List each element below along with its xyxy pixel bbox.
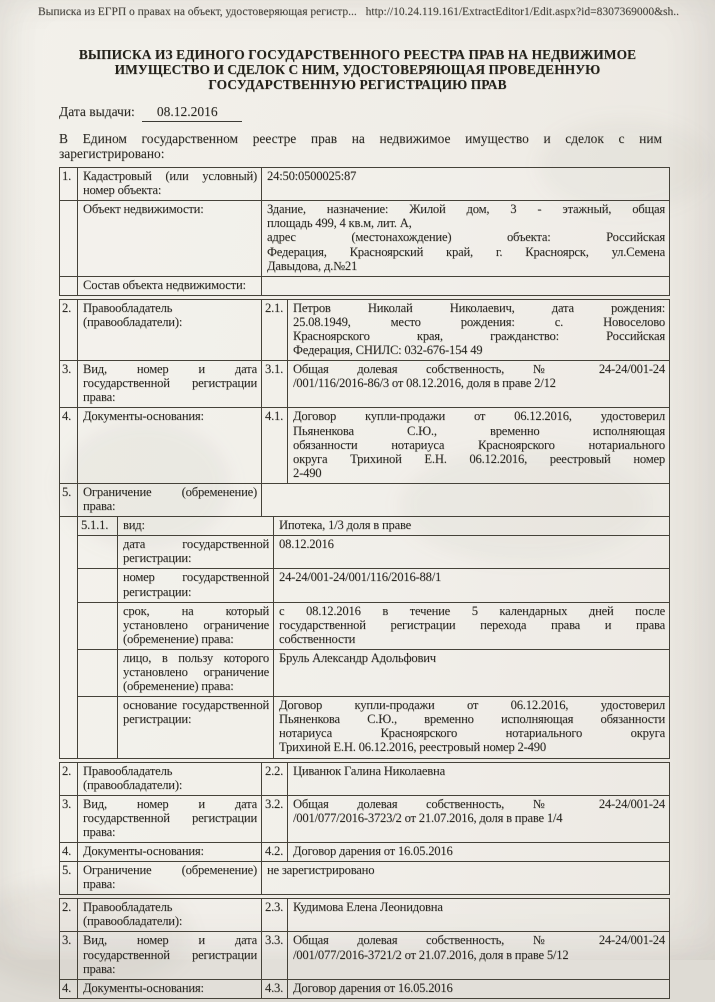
row-subnumber: 2.1. bbox=[261, 300, 287, 360]
row-value: не зарегистрировано bbox=[261, 862, 669, 894]
document-title bbox=[58, 48, 657, 93]
row-subnumber bbox=[78, 697, 117, 757]
row-subnumber bbox=[78, 650, 117, 696]
row-number: 1. bbox=[62, 169, 72, 184]
row-subnumber: 4.1. bbox=[261, 408, 287, 482]
row-subnumber: 5.1.1. bbox=[81, 518, 109, 533]
row-label: Вид, номер и дата государственной регистрации права: bbox=[77, 932, 261, 978]
row-value: Петров Николай Николаевич, дата рождения: 25.08.1949, место рождения: с. Новоселово Красноярского края, гражданство: Российская Федерация, СНИЛС: 032-676-154 49 bbox=[287, 300, 669, 360]
row-number: 2. bbox=[62, 900, 72, 915]
encumbrance-subtable bbox=[60, 516, 669, 757]
row-subnumber: 4.3. bbox=[261, 980, 287, 998]
row-value: 24:50:0500025:87 bbox=[261, 168, 669, 200]
row-value: 08.12.2016 bbox=[273, 536, 669, 568]
number-column-strip bbox=[60, 517, 77, 757]
row-label: дата государственной регистрации: bbox=[117, 536, 273, 568]
row-number: 5. bbox=[62, 484, 72, 499]
table-row bbox=[78, 568, 669, 601]
row-label: Правообладатель (правообладатели): bbox=[77, 763, 261, 795]
row-value: Договор дарения от 16.05.2016 bbox=[287, 980, 669, 998]
row-subnumber: 3.2. bbox=[261, 796, 287, 842]
table-row bbox=[60, 899, 669, 931]
row-subnumber: 2.2. bbox=[261, 763, 287, 795]
row-label: основание государственной регистрации: bbox=[117, 697, 273, 757]
print-header-url: http://10.24.119.161/ExtractEditor1/Edit.aspx?id=8307369000&sh.. bbox=[365, 6, 679, 18]
row-number: 3. bbox=[62, 796, 72, 811]
row-value: Договор дарения от 16.05.2016 bbox=[287, 843, 669, 861]
row-label: срок, на который установлено ограничение (обременение) права: bbox=[117, 603, 273, 649]
row-label: Ограничение (обременение) права: bbox=[77, 484, 261, 516]
row-label: Документы-основания: bbox=[77, 843, 261, 861]
row-subnumber: 3.3. bbox=[261, 932, 287, 978]
row-value: Общая долевая собственность, № 24-24/001-24 /001/116/2016-86/3 от 08.12.2016, доля в праве 2/12 bbox=[287, 361, 669, 407]
table-row bbox=[60, 483, 669, 516]
row-number: 3. bbox=[62, 362, 72, 377]
row-value: с 08.12.2016 в течение 5 календарных дней после государственной регистрации перехода права и права собственности bbox=[273, 603, 669, 649]
table-row bbox=[60, 360, 669, 407]
intro-paragraph: В Едином государственном реестре прав на недвижимое имущество и сделок с ним зарегистрировано: bbox=[59, 130, 662, 162]
row-value: 24-24/001-24/001/116/2016-88/1 bbox=[273, 569, 669, 601]
encumbrance-rows bbox=[77, 517, 669, 757]
row-number: 4. bbox=[62, 844, 72, 858]
table-row bbox=[60, 300, 669, 360]
row-label: вид: bbox=[117, 517, 273, 535]
table-row bbox=[60, 763, 669, 795]
row-value: Циванюк Галина Николаевна bbox=[287, 763, 669, 795]
row-number: 3. bbox=[62, 933, 72, 948]
table-row bbox=[78, 535, 669, 568]
row-subnumber bbox=[78, 569, 117, 601]
print-header-title: Выписка из ЕГРП о правах на объект, удостоверяющая регистр... bbox=[38, 6, 357, 18]
row-value: Общая долевая собственность, № 24-24/001-24 /001/077/2016-3721/2 от 21.07.2016, доля в праве 5/12 bbox=[287, 932, 669, 978]
row-number: 2. bbox=[62, 763, 72, 778]
section-object bbox=[59, 167, 670, 296]
row-label: Вид, номер и дата государственной регистрации права: bbox=[77, 361, 261, 407]
table-row bbox=[78, 649, 669, 696]
row-value: Здание, назначение: Жилой дом, 3 - этажный, общая площадь 499, 4 кв.м, лит. А, адрес (местонахождение) объекта: Российская Федерация, Красноярский край, г. Красноярск, ул.Семена Давыдова, д.№21 bbox=[261, 201, 669, 275]
row-value: Кудимова Елена Леонидовна bbox=[287, 899, 669, 931]
row-subnumber bbox=[78, 536, 117, 568]
row-value: Бруль Александр Адольфович bbox=[273, 650, 669, 696]
row-value: Договор купли-продажи от 06.12.2016, удостоверил Пьяненкова С.Ю., временно исполняющая обязанности нотариуса Красноярского нотариального округа Трихиной Е.Н. 06.12.2016, реестровый номер 2-490 bbox=[273, 697, 669, 757]
table-row bbox=[60, 931, 669, 978]
row-number bbox=[60, 201, 77, 275]
row-number: 2. bbox=[62, 300, 72, 315]
table-row bbox=[60, 200, 669, 275]
table-row bbox=[60, 168, 669, 200]
table-row bbox=[78, 696, 669, 757]
row-label: Правообладатель (правообладатели): bbox=[77, 899, 261, 931]
table-row bbox=[60, 861, 669, 894]
row-subnumber: 2.3. bbox=[261, 899, 287, 931]
row-value: Договор купли-продажи от 06.12.2016, удостоверил Пьяненкова С.Ю., временно исполняющая обязанности нотариуса Красноярского нотариального округа Трихиной Е.Н. 06.12.2016, реестровый номер 2-490 bbox=[287, 408, 669, 482]
document-title-line: ВЫПИСКА ИЗ ЕДИНОГО ГОСУДАРСТВЕННОГО РЕЕСТРА ПРАВ НА НЕДВИЖИМОЕ bbox=[78, 47, 637, 62]
row-value bbox=[261, 484, 669, 516]
row-subnumber: 3.1. bbox=[261, 361, 287, 407]
row-label: Вид, номер и дата государственной регистрации права: bbox=[77, 796, 261, 842]
row-label: Ограничение (обременение) права: bbox=[77, 862, 261, 894]
row-value bbox=[261, 277, 669, 295]
row-number: 4. bbox=[62, 980, 72, 995]
section-owner-3 bbox=[59, 898, 670, 999]
row-label: лицо, в пользу которого установлено ограничение (обременение) права: bbox=[117, 650, 273, 696]
section-owner-2 bbox=[59, 762, 670, 896]
section-owner-1 bbox=[59, 299, 670, 759]
row-label: Состав объекта недвижимости: bbox=[77, 277, 261, 295]
table-row bbox=[60, 979, 669, 998]
row-number: 4. bbox=[62, 409, 72, 424]
table-row bbox=[78, 517, 669, 535]
issue-date-line bbox=[59, 104, 715, 122]
table-row bbox=[60, 407, 669, 482]
issue-date-label: Дата выдачи: bbox=[59, 103, 135, 119]
table-row bbox=[78, 602, 669, 649]
table-row bbox=[60, 842, 669, 861]
table-row bbox=[60, 276, 669, 295]
row-label: Правообладатель (правообладатели): bbox=[77, 300, 261, 360]
row-subnumber: 4.2. bbox=[261, 843, 287, 861]
document-title-line: ГОСУДАРСТВЕННУЮ РЕГИСТРАЦИЮ ПРАВ bbox=[208, 76, 507, 92]
row-subnumber bbox=[78, 603, 117, 649]
table-row bbox=[60, 795, 669, 842]
row-value: Общая долевая собственность, № 24-24/001-24 /001/077/2016-3723/2 от 21.07.2016, доля в праве 1/4 bbox=[287, 796, 669, 842]
row-number: 5. bbox=[62, 863, 72, 878]
row-label: Документы-основания: bbox=[77, 980, 261, 998]
row-value: Ипотека, 1/3 доля в праве bbox=[273, 517, 669, 535]
row-label: Кадастровый (или условный) номер объекта: bbox=[77, 168, 261, 200]
row-label: Объект недвижимости: bbox=[77, 201, 261, 275]
document-title-line: ИМУЩЕСТВО И СДЕЛОК С НИМ, УДОСТОВЕРЯЮЩАЯ ПРОВЕДЕННУЮ bbox=[114, 61, 601, 77]
row-label: номер государственной регистрации: bbox=[117, 569, 273, 601]
registry-table bbox=[59, 167, 670, 999]
issue-date-value: 08.12.2016 bbox=[142, 104, 242, 122]
row-number bbox=[60, 277, 77, 295]
row-label: Документы-основания: bbox=[77, 408, 261, 482]
